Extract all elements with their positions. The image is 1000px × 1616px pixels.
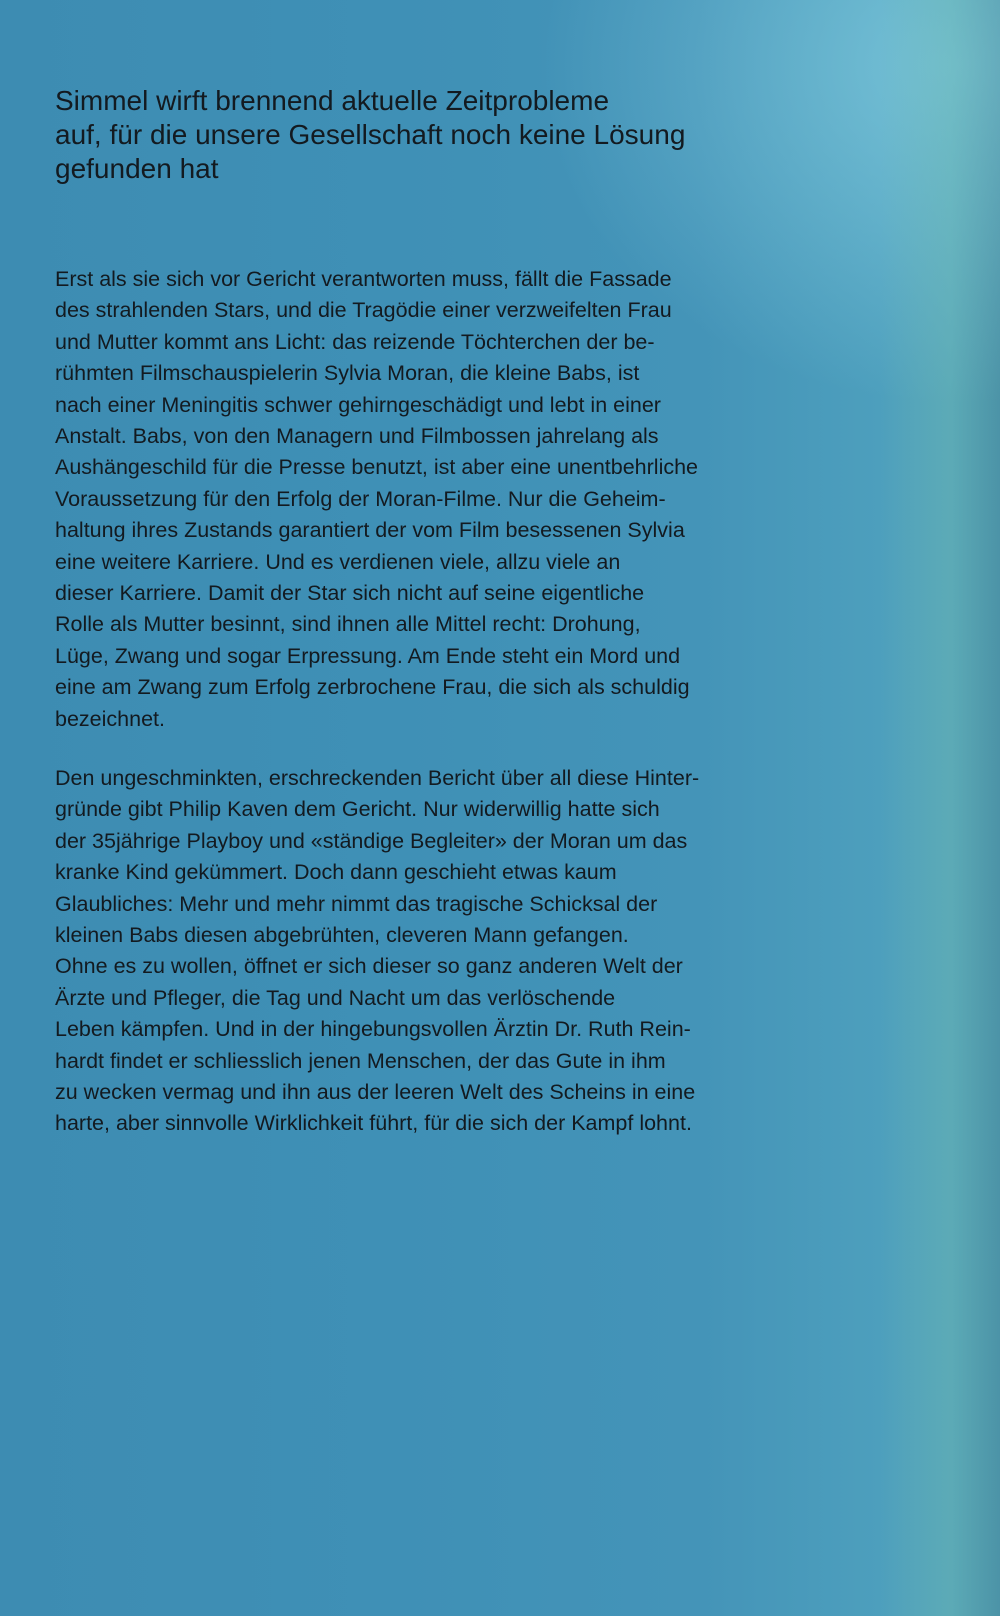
text-line: zu wecken vermag und ihn aus der leeren Welt des Scheins in eine bbox=[55, 1080, 696, 1105]
text-line: Ohne es zu wollen, öffnet er sich dieser so ganz anderen Welt der bbox=[55, 954, 683, 979]
tagline bbox=[55, 84, 915, 186]
text-line: Erst als sie sich vor Gericht verantworten muss, fällt die Fassade bbox=[55, 267, 672, 291]
text-line: gründe gibt Philip Kaven dem Gericht. Nur widerwillig hatte sich bbox=[55, 797, 660, 822]
text-line: dieser Karriere. Damit der Star sich nicht auf seine eigentliche bbox=[55, 581, 645, 606]
text-line: Rolle als Mutter besinnt, sind ihnen alle Mittel recht: Drohung, bbox=[55, 612, 641, 637]
text-line: Aushängeschild für die Presse benutzt, ist aber eine unentbehrliche bbox=[55, 455, 699, 480]
text-line: Anstalt. Babs, von den Managern und Filmbossen jahrelang als bbox=[55, 424, 659, 449]
text-line: und Mutter kommt ans Licht: das reizende Töchterchen der be- bbox=[55, 329, 655, 354]
blurb-paragraph-1 bbox=[55, 264, 935, 735]
text-line: bezeichnet. bbox=[55, 706, 165, 731]
text-line: Leben kämpfen. Und in der hingebungsvollen Ärztin Dr. Ruth Rein- bbox=[55, 1017, 691, 1042]
text-line: eine weitere Karriere. Und es verdienen viele, allzu viele an bbox=[55, 549, 621, 574]
text-line: kleinen Babs diesen abgebrühten, cleveren Mann gefangen. bbox=[55, 923, 629, 948]
tagline-line: auf, für die unsere Gesellschaft noch keine Lösung bbox=[55, 119, 686, 150]
tagline-line: Simmel wirft brennend aktuelle Zeitprobleme bbox=[55, 85, 610, 116]
text-line: haltung ihres Zustands garantiert der vom Film besessenen Sylvia bbox=[55, 518, 685, 543]
text-line: Voraussetzung für den Erfolg der Moran-Filme. Nur die Geheim- bbox=[55, 486, 666, 511]
text-line: kranke Kind gekümmert. Doch dann geschieht etwas kaum bbox=[55, 860, 617, 885]
text-line: rühmten Filmschauspielerin Sylvia Moran, die kleine Babs, ist bbox=[55, 361, 640, 386]
blurb-paragraph-2 bbox=[55, 763, 935, 1140]
text-line: Lüge, Zwang und sogar Erpressung. Am Ende steht ein Mord und bbox=[55, 643, 681, 668]
text-line: nach einer Meningitis schwer gehirngeschädigt und lebt in einer bbox=[55, 392, 661, 417]
text-line: hardt findet er schliesslich jenen Menschen, der das Gute in ihm bbox=[55, 1048, 666, 1073]
text-line: eine am Zwang zum Erfolg zerbrochene Frau, die sich als schuldig bbox=[55, 675, 690, 700]
text-line: harte, aber sinnvolle Wirklichkeit führt, für die sich der Kampf lohnt. bbox=[55, 1111, 692, 1136]
text-line: Glaubliches: Mehr und mehr nimmt das tragische Schicksal der bbox=[55, 891, 658, 916]
text-line: Ärzte und Pfleger, die Tag und Nacht um das verlöschende bbox=[55, 985, 616, 1010]
text-line: der 35jährige Playboy und «ständige Begleiter» der Moran um das bbox=[55, 828, 688, 853]
tagline-line: gefunden hat bbox=[55, 153, 219, 184]
text-line: des strahlenden Stars, und die Tragödie einer verzweifelten Frau bbox=[55, 298, 672, 323]
text-line: Den ungeschminkten, erschreckenden Bericht über all diese Hinter- bbox=[55, 766, 700, 790]
